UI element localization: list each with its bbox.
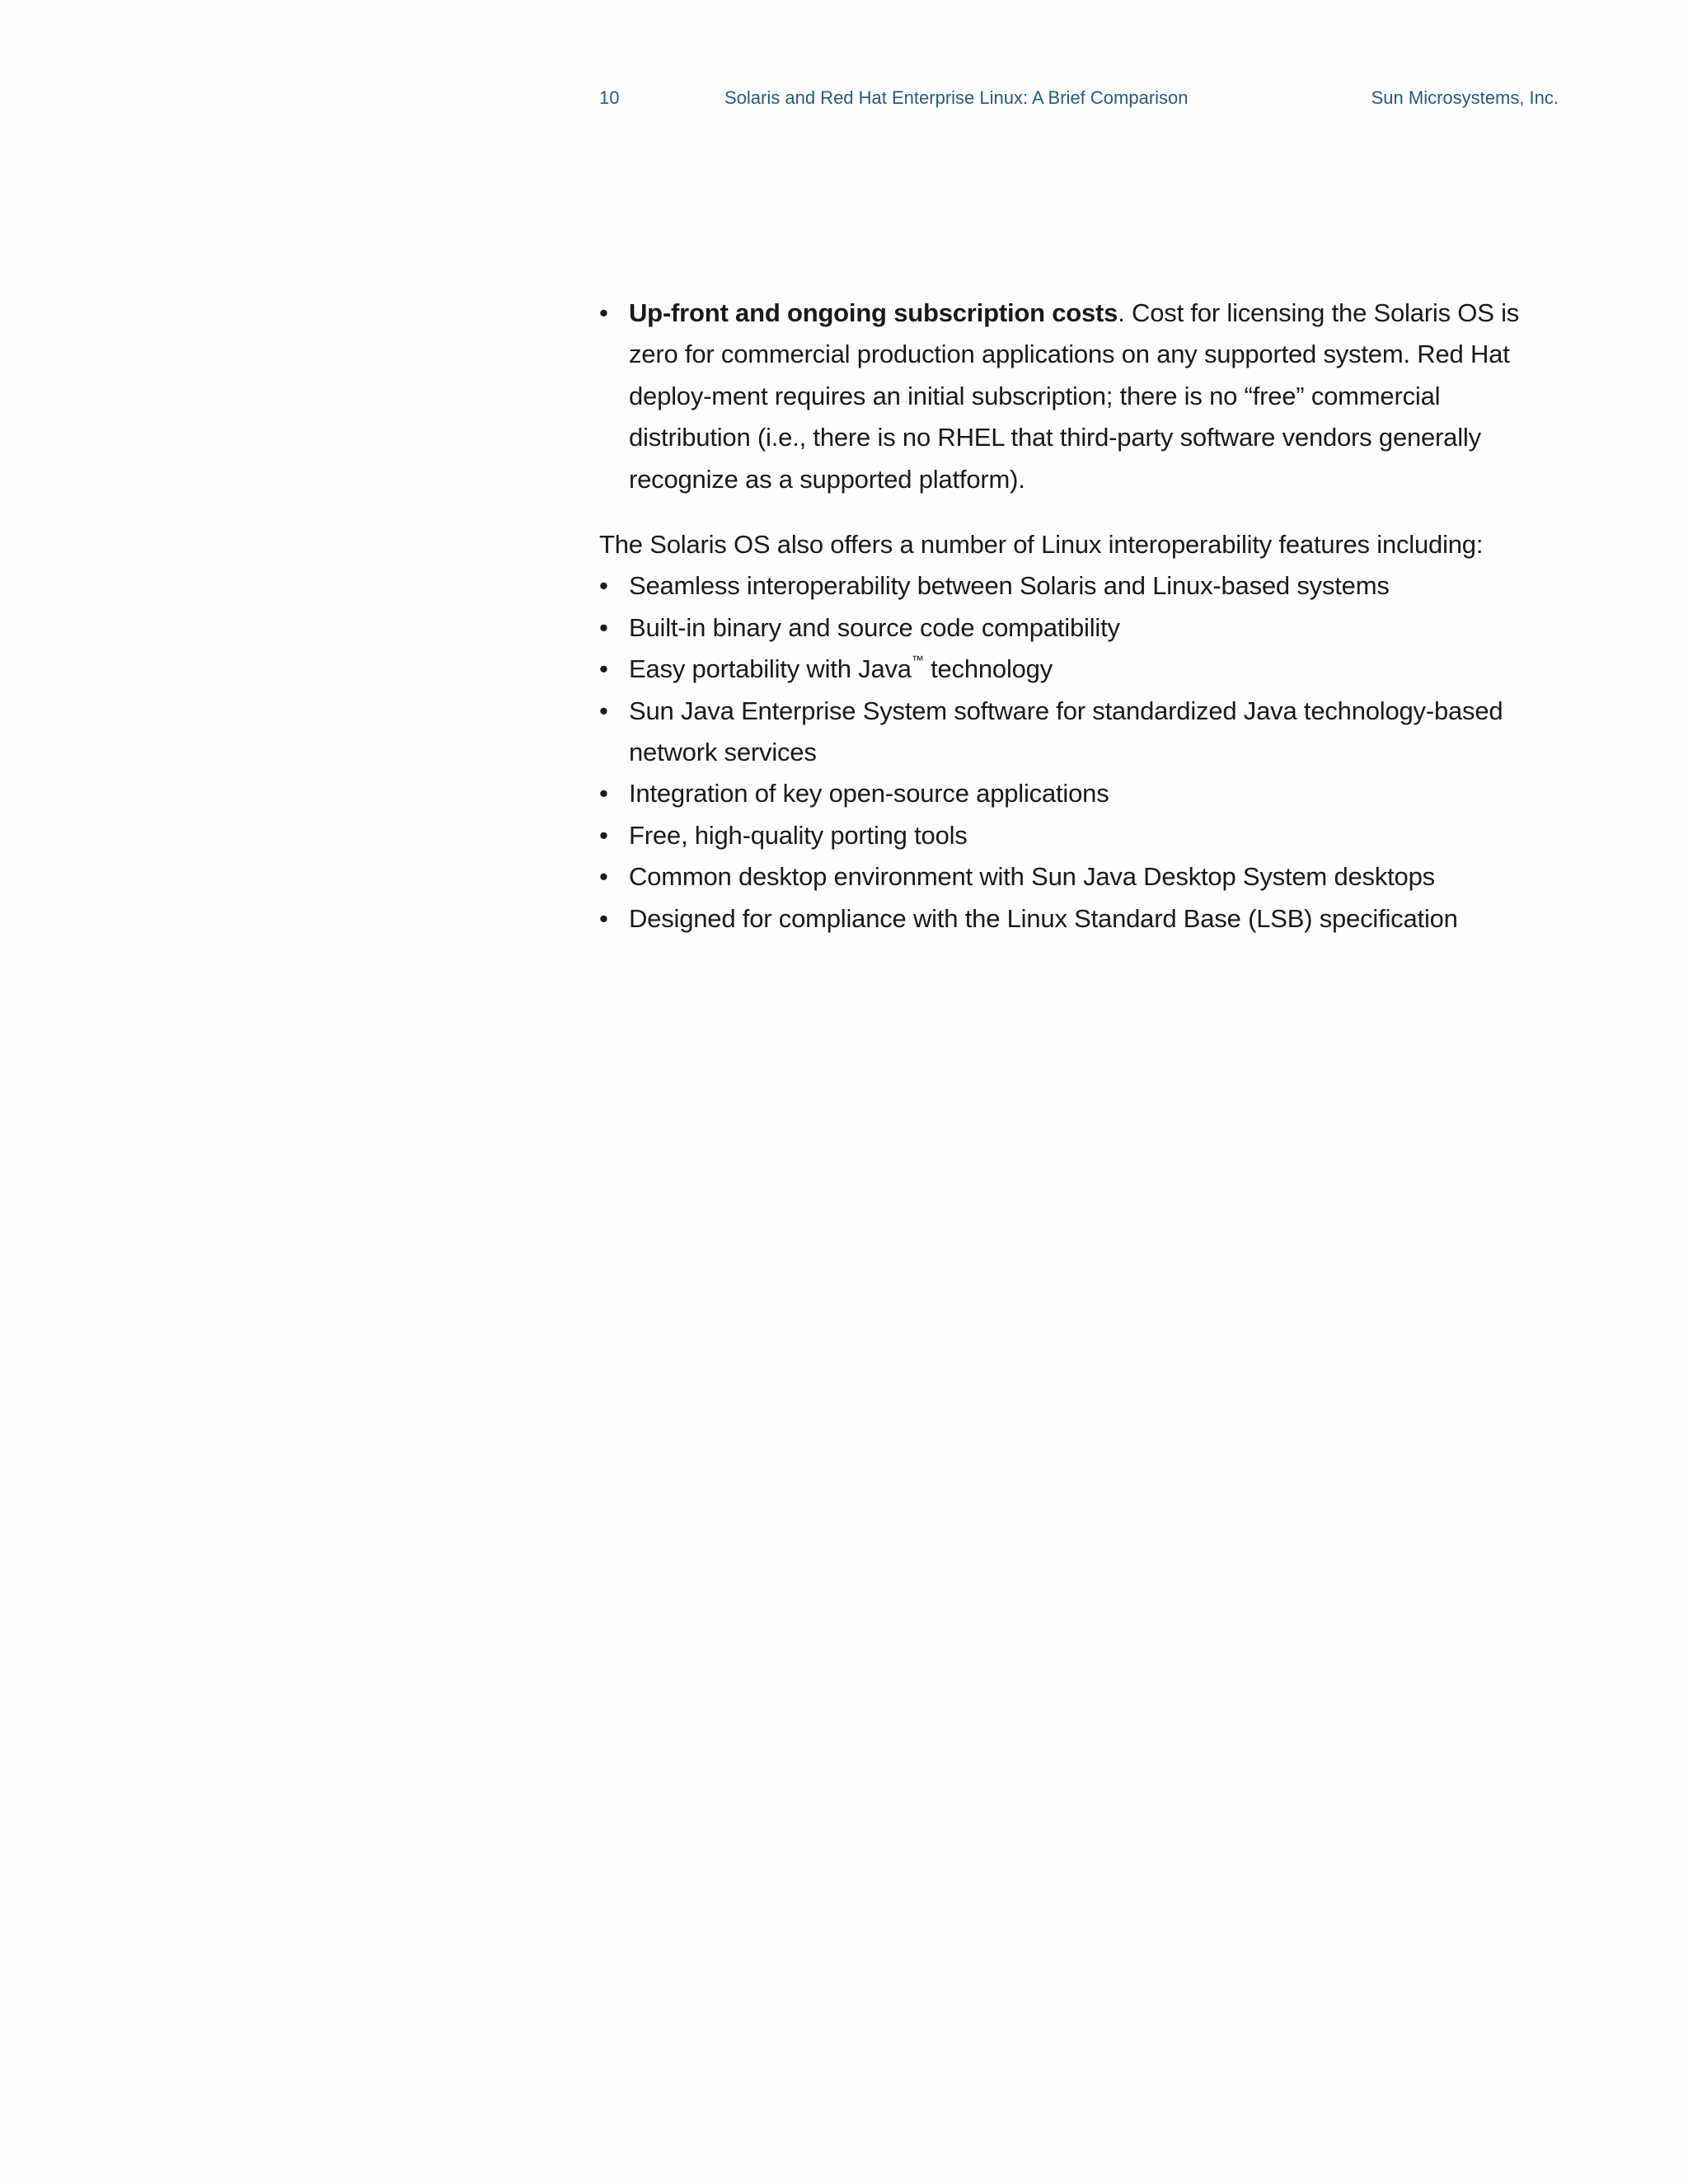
list-item <box>599 856 1555 898</box>
bullet-lead-term: Up-front and ongoing subscription costs <box>629 298 1118 327</box>
list-item <box>599 649 1555 690</box>
list-item-text-suffix: technology <box>923 654 1053 684</box>
bullet-icon: • <box>599 654 608 684</box>
document-title: Solaris and Red Hat Enterprise Linux: A Brief Comparison <box>724 87 1189 108</box>
interop-intro: The Solaris OS also offers a number of Linux interoperability features including: <box>599 530 1484 560</box>
list-item <box>599 815 1555 856</box>
interop-feature-list <box>599 565 1555 940</box>
list-item-text: Built-in binary and source code compatibility <box>629 612 1120 642</box>
list-item-text: Designed for compliance with the Linux Standard Base (LSB) specification <box>629 903 1458 933</box>
list-item <box>599 607 1555 649</box>
bullet-icon: • <box>599 820 608 850</box>
list-item-text: Integration of key open-source applications <box>629 779 1109 808</box>
list-item <box>599 898 1555 940</box>
list-item <box>599 773 1555 814</box>
cost-bullet-list <box>599 293 1555 500</box>
running-header <box>599 86 1559 110</box>
list-item-text: Seamless interoperability between Solaris and Linux-based systems <box>629 571 1390 601</box>
bullet-icon: • <box>599 779 608 808</box>
bullet-icon: • <box>599 696 608 725</box>
list-item-text: Free, high-quality porting tools <box>629 820 968 850</box>
list-item <box>599 691 1555 774</box>
bullet-text: . Cost for licensing the Solaris OS is zero for commercial production applications on any supported system. Red Hat deploy-ment requires an initial subscription; there is no “free” commercial distribution (i.e., there is no RHEL that third-party software vendors generally recognize as a supported platform). <box>629 298 1520 494</box>
page-number: 10 <box>599 87 620 108</box>
bullet-icon: • <box>599 903 608 933</box>
trademark-symbol: ™ <box>911 654 924 668</box>
bullet-icon: • <box>599 298 608 327</box>
cost-bullet <box>599 293 1555 500</box>
bullet-icon: • <box>599 862 608 892</box>
bullet-icon: • <box>599 612 608 642</box>
list-item <box>599 565 1555 607</box>
company-name: Sun Microsystems, Inc. <box>1371 87 1559 108</box>
body-content <box>599 293 1555 940</box>
list-item-text: Common desktop environment with Sun Java Desktop System desktops <box>629 862 1435 892</box>
list-item-text: Easy portability with Java <box>629 654 912 684</box>
bullet-icon: • <box>599 571 608 601</box>
list-item-text: Sun Java Enterprise System software for standardized Java technology-based network services <box>629 696 1503 767</box>
